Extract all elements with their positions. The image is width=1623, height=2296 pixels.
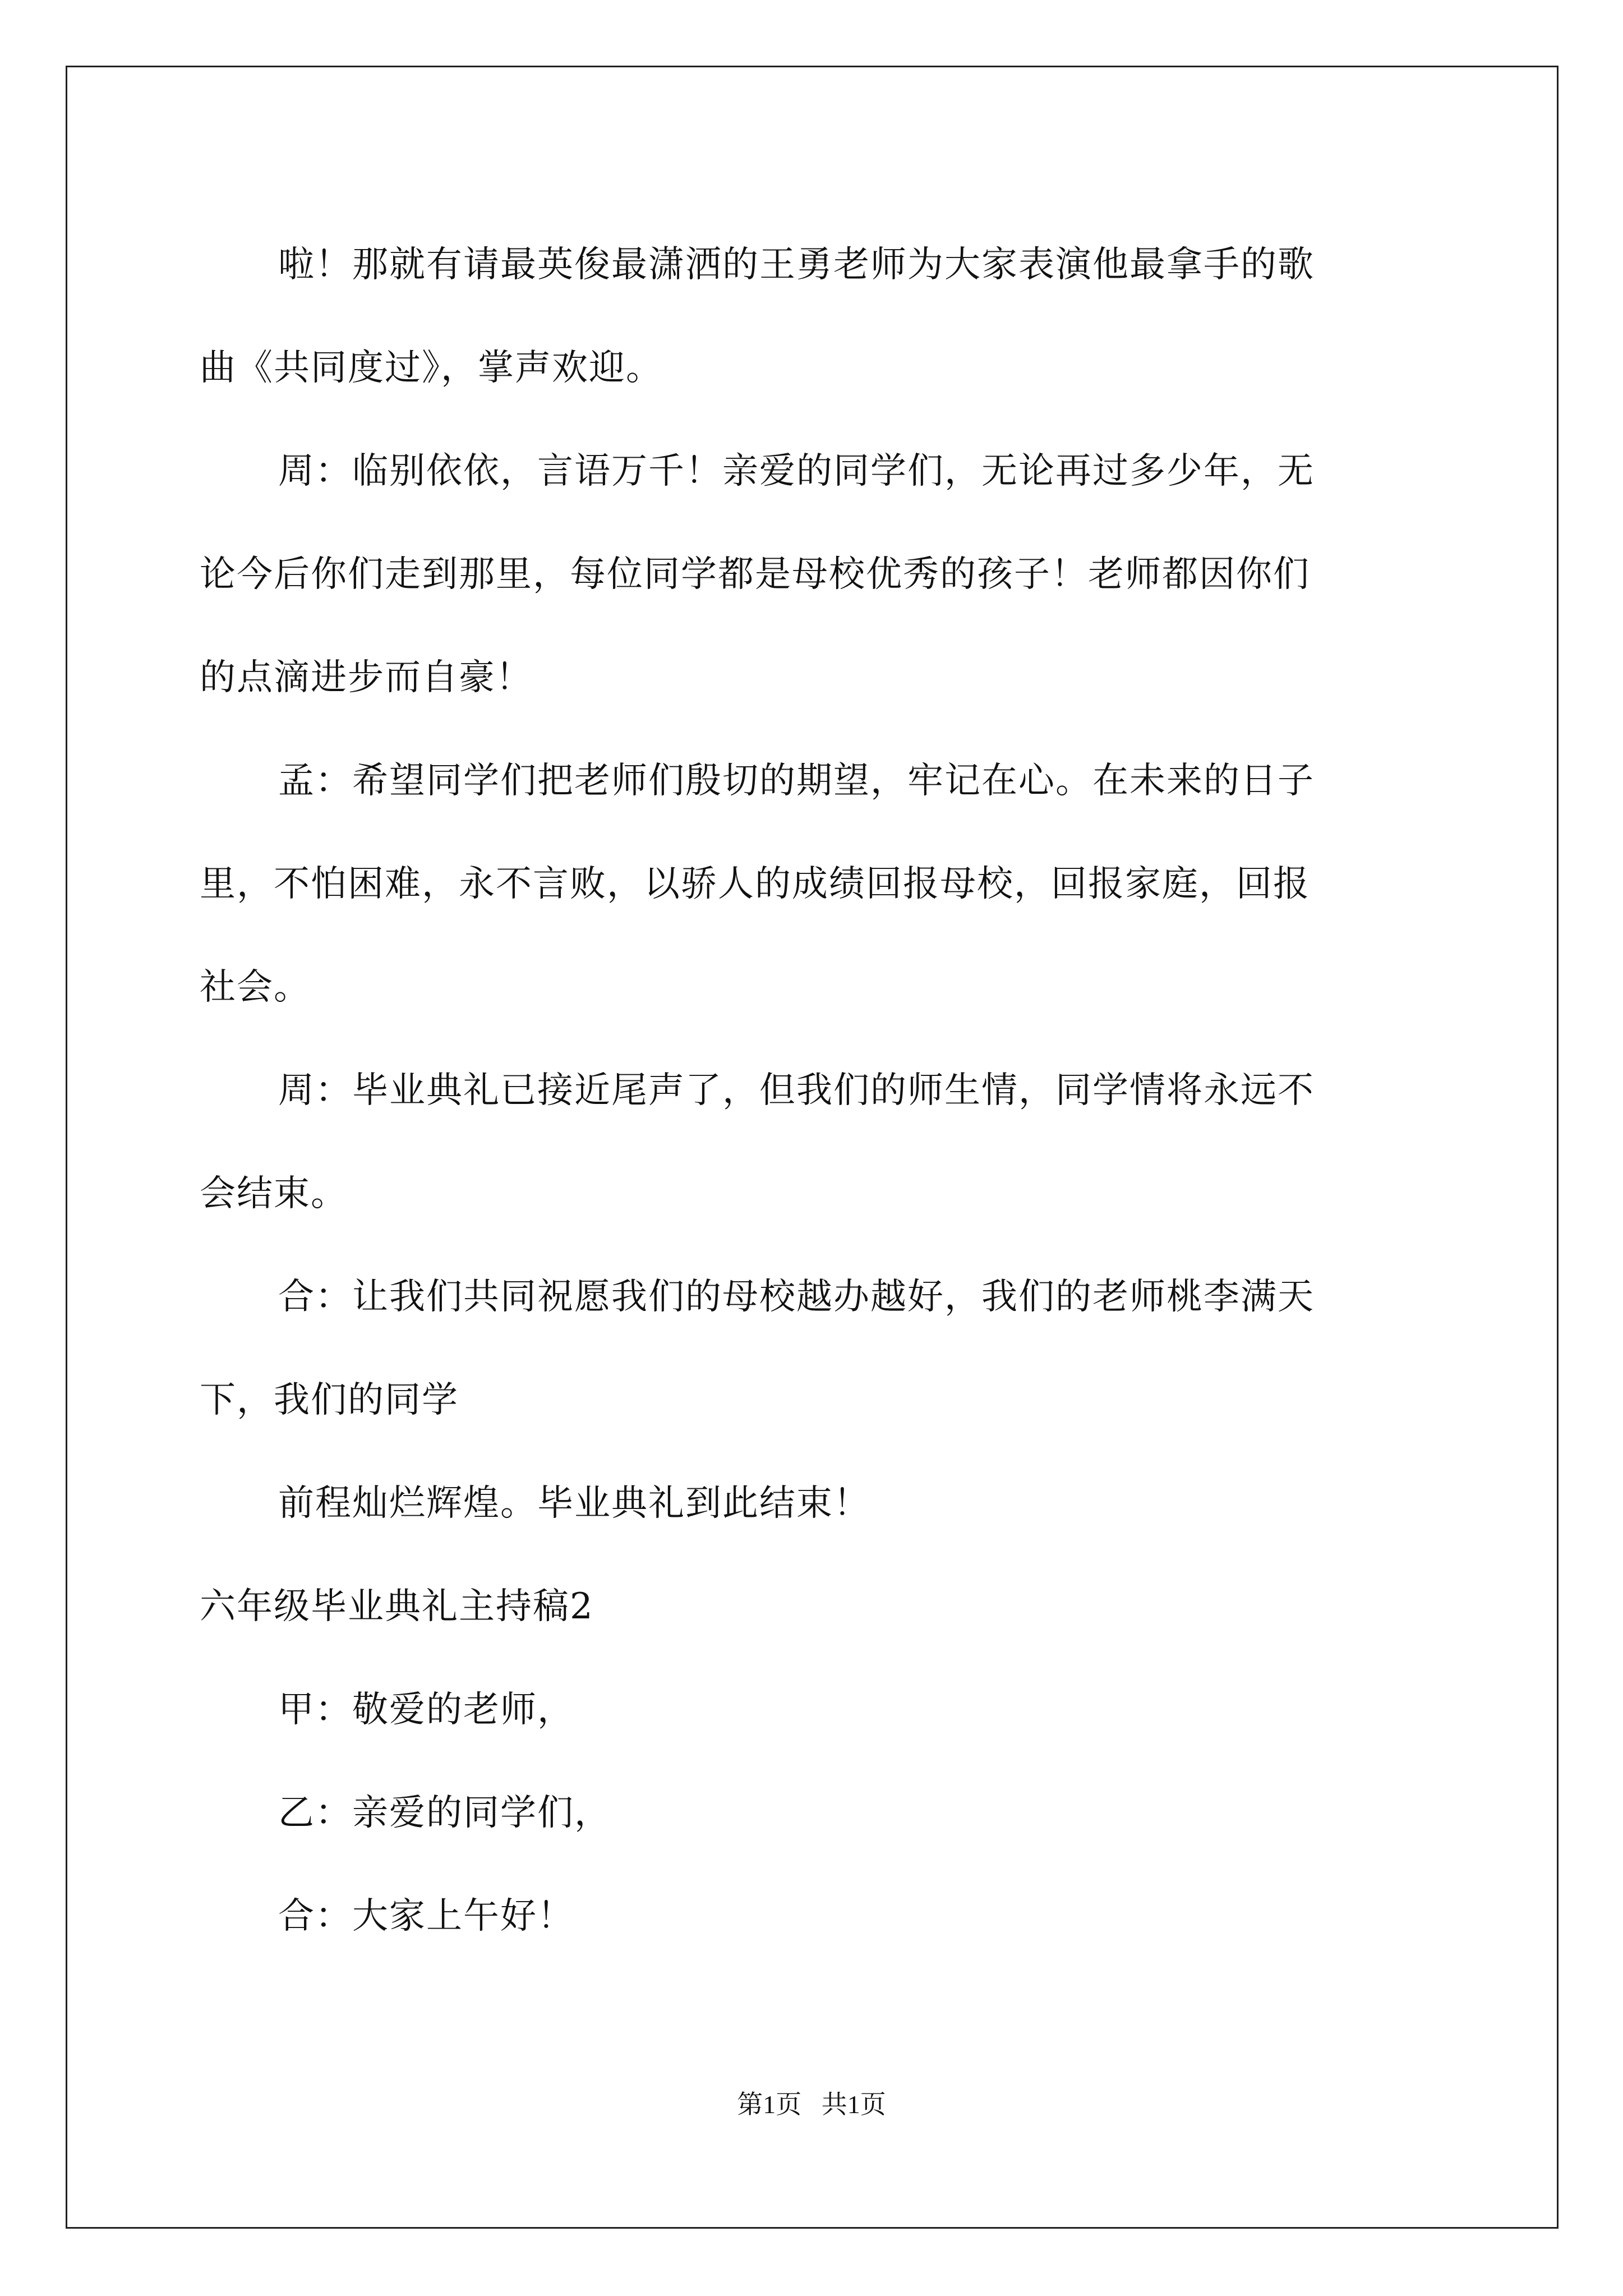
text-line: 合：让我们共同祝愿我们的母校越办越好，我们的老师桃李满天	[278, 1276, 1315, 1318]
text-line: 甲：敬爱的老师，	[278, 1689, 574, 1731]
text-line: 曲《共同度过》，掌声欢迎。	[200, 347, 663, 389]
document-body	[200, 213, 1439, 1968]
text-line: 周：毕业典礼已接近尾声了，但我们的师生情，同学情将永远不	[278, 1070, 1315, 1111]
page-footer	[0, 2088, 1623, 2122]
section-title: 六年级毕业典礼主持稿2	[200, 1586, 594, 1627]
text-line: 会结束。	[200, 1173, 348, 1214]
text-line: 合：大家上午好！	[278, 1895, 574, 1937]
page-number-current: 第1页	[737, 2090, 802, 2119]
text-line: 前程灿烂辉煌。毕业典礼到此结束！	[278, 1483, 870, 1524]
text-line: 里，不怕困难，永不言败，以骄人的成绩回报母校，回报家庭，回报	[200, 863, 1310, 905]
text-line: 下，我们的同学	[200, 1379, 459, 1421]
text-line: 啦！那就有请最英俊最潇洒的王勇老师为大家表演他最拿手的歌	[278, 244, 1315, 286]
text-line: 孟：希望同学们把老师们殷切的期望，牢记在心。在未来的日子	[278, 760, 1315, 802]
page-number-total: 共1页	[821, 2090, 886, 2119]
text-line: 的点滴进步而自豪！	[200, 657, 533, 698]
text-line: 乙：亲爱的同学们，	[278, 1792, 611, 1834]
text-line: 周：临别依依，言语万千！亲爱的同学们，无论再过多少年，无	[278, 450, 1315, 492]
text-line: 社会。	[200, 967, 311, 1008]
text-line: 论今后你们走到那里，每位同学都是母校优秀的孩子！老师都因你们	[200, 554, 1310, 595]
